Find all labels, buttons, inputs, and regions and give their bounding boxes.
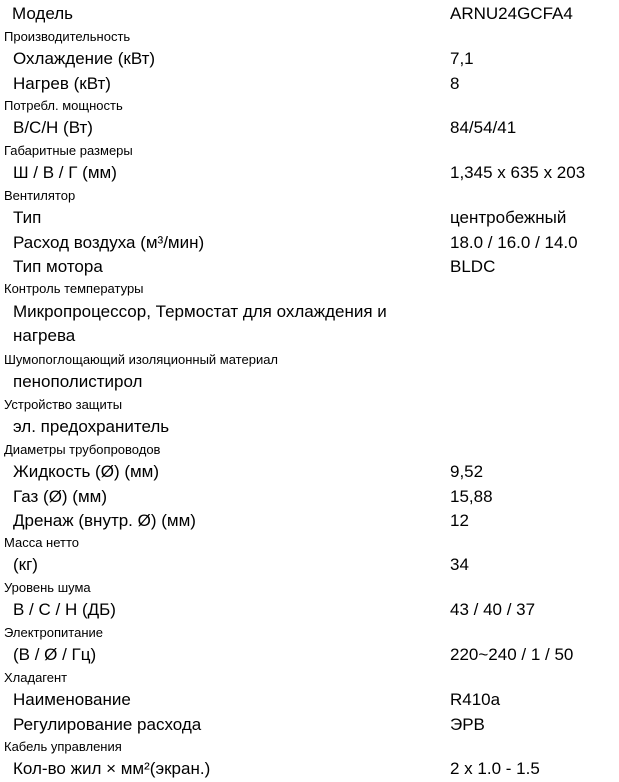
section-title: Производительность: [4, 28, 131, 44]
spec-value: 15,88: [450, 487, 493, 506]
spec-row: [0, 255, 619, 279]
spec-value: 8: [450, 74, 460, 93]
section-title: Вентилятор: [4, 187, 76, 203]
section-title: Диаметры трубопроводов: [4, 441, 161, 457]
spec-label: Кол-во жил × мм²(экран.): [13, 758, 211, 778]
spec-value: центробежный: [450, 207, 567, 227]
spec-label: эл. предохранитель: [13, 416, 170, 436]
section-title: Кабель управления: [4, 738, 122, 754]
spec-label: Нагрев (кВт): [13, 74, 111, 93]
model-label: Модель: [12, 3, 74, 23]
spec-label: Микропроцессор, Термостат для охлаждения и нагрева: [13, 302, 387, 345]
spec-label: В / С / Н (ДБ): [13, 599, 116, 619]
section-title: Устройство защиты: [4, 396, 123, 412]
spec-value: 18.0 / 16.0 / 14.0: [450, 233, 578, 252]
section-title: Хладагент: [4, 669, 68, 685]
spec-row: [0, 368, 619, 395]
spec-label: Ш / В / Г (мм): [13, 162, 117, 182]
spec-label: Жидкость (Ø) (мм): [13, 461, 160, 481]
spec-value: R410a: [450, 689, 501, 709]
section-title: Уровень шума: [4, 579, 91, 595]
spec-value: 1,345 x 635 x 203: [450, 162, 586, 182]
spec-label: (кг): [13, 554, 38, 574]
spec-value: 2 x 1.0 - 1.5: [450, 758, 540, 778]
spec-value: BLDC: [450, 257, 496, 276]
section-title: Масса нетто: [4, 534, 80, 550]
spec-label: Дренаж (внутр. Ø) (мм): [13, 511, 196, 530]
spec-row: [0, 45, 619, 72]
spec-value: 34: [450, 554, 469, 574]
spec-row: [0, 159, 619, 186]
spec-label: Охлаждение (кВт): [13, 48, 156, 68]
spec-row: [0, 755, 619, 782]
spec-row: [0, 713, 619, 737]
spec-label: Тип: [13, 207, 42, 227]
spec-row: [0, 485, 619, 509]
spec-label: В/С/Н (Вт): [13, 117, 93, 137]
spec-row: [0, 686, 619, 713]
spec-row: [0, 641, 619, 668]
spec-row: [0, 596, 619, 623]
spec-row: [0, 509, 619, 533]
spec-label: Регулирование расхода: [13, 715, 202, 734]
spec-label: Тип мотора: [13, 257, 103, 276]
section-title: Потребл. мощность: [4, 97, 123, 113]
section-title: Габаритные размеры: [4, 142, 133, 158]
spec-row: [0, 72, 619, 96]
spec-value: 7,1: [450, 48, 474, 68]
spec-row: [0, 231, 619, 255]
spec-value: 220~240 / 1 / 50: [450, 644, 574, 664]
spec-value: ЭРВ: [450, 715, 485, 734]
spec-value: 9,52: [450, 461, 484, 481]
spec-row: [0, 297, 619, 350]
spec-row: [0, 413, 619, 440]
spec-row: [0, 551, 619, 578]
spec-row: [0, 458, 619, 485]
model-value: ARNU24GCFA4: [450, 3, 573, 23]
section-title: Шумопоглощающий изоляционный материал: [4, 351, 279, 367]
spec-row: [0, 204, 619, 231]
spec-row: [0, 114, 619, 141]
spec-value: 43 / 40 / 37: [450, 599, 536, 619]
model-row: [0, 0, 619, 27]
section-title: Контроль температуры: [4, 280, 144, 296]
spec-label: пенополистирол: [13, 371, 143, 391]
spec-value: 12: [450, 511, 469, 530]
spec-label: Наименование: [13, 689, 131, 709]
spec-label: Газ (Ø) (мм): [13, 487, 107, 506]
spec-label: (В / Ø / Гц): [13, 644, 97, 664]
section-title: Электропитание: [4, 624, 103, 640]
spec-label: Расход воздуха (м³/мин): [13, 233, 205, 252]
spec-value: 84/54/41: [450, 117, 517, 137]
